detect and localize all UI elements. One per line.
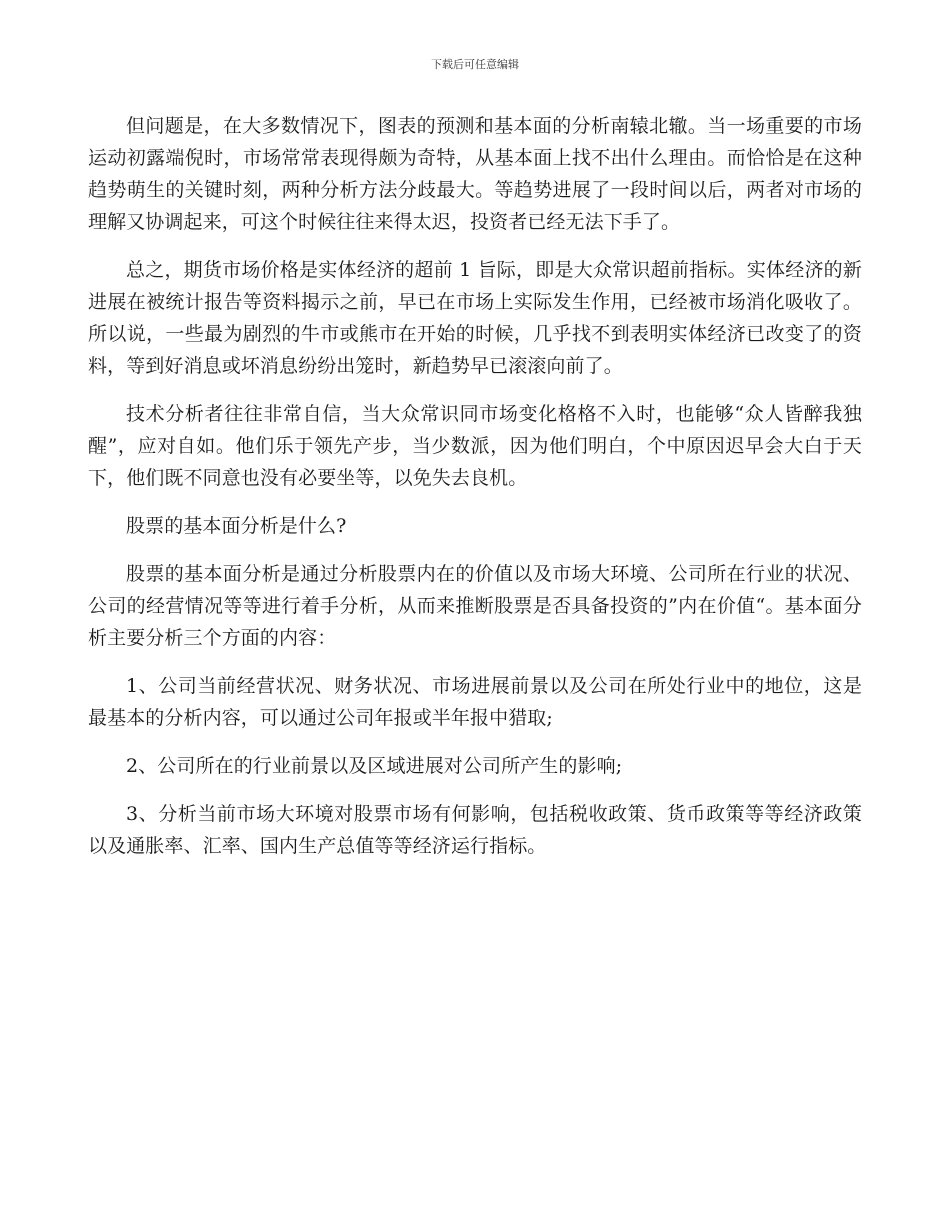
document-body xyxy=(88,110,862,878)
paragraph-futures-leading-indicator: 总之，期货市场价格是实体经济的超前 1 旨际，即是大众常识超前指标。实体经济的新进展在被统计报告等资料揭示之前，早已在市场上实际发生作用，已经被市场消化吸收了。所以说，一些最为剧烈的牛市或熊市在开始的时候，几乎找不到表明实体经济已改变了的资料，等到好消息或坏消息纷纷出笼时，新趋势早已滚滚向前了。 xyxy=(88,259,862,377)
paragraph-point-2: 2、公司所在的行业前景以及区域进展对公司所产生的影响; xyxy=(126,755,623,777)
paragraph-chart-vs-fundamentals: 但问题是，在大多数情况下，图表的预测和基本面的分析南辕北辙。当一场重要的市场运动初露端倪时，市场常常表现得颇为奇特，从基本面上找不出什么理由。而恰恰是在这种趋势萌生的关键时刻，两种分析方法分歧最大。等趋势进展了一段时间以后，两者对市场的理解又协调起来，可这个时候往往来得太迟，投资者已经无法下手了。 xyxy=(88,115,862,233)
paragraph-fundamental-definition: 股票的基本面分析是通过分析股票内在的价值以及市场大环境、公司所在行业的状况、公司的经营情况等等进行着手分析，从而来推断股票是否具备投资的”内在价值“。基本面分析主要分析三个方面的内容： xyxy=(88,563,862,649)
paragraph-point-1: 1、公司当前经营状况、财务状况、市场进展前景以及公司在所处行业中的地位，这是最基本的分析内容，可以通过公司年报或半年报中猎取; xyxy=(88,675,862,729)
paragraph-question-heading: 股票的基本面分析是什么? xyxy=(126,515,347,537)
page-header: 下载后可任意编辑 xyxy=(431,58,519,71)
paragraph-point-3: 3、分析当前市场大环境对股票市场有何影响，包括税收政策、货币政策等等经济政策以及通胀率、汇率、国内生产总值等等经济运行指标。 xyxy=(88,803,862,857)
paragraph-technical-analysts: 技术分析者往往非常自信，当大众常识同市场变化格格不入时，也能够“众人皆醉我独醒”，应对自如。他们乐于领先产步，当少数派，因为他们明白，个中原因迟早会大白于天下，他们既不同意也没有必要坐等，以免失去良机。 xyxy=(88,403,862,489)
